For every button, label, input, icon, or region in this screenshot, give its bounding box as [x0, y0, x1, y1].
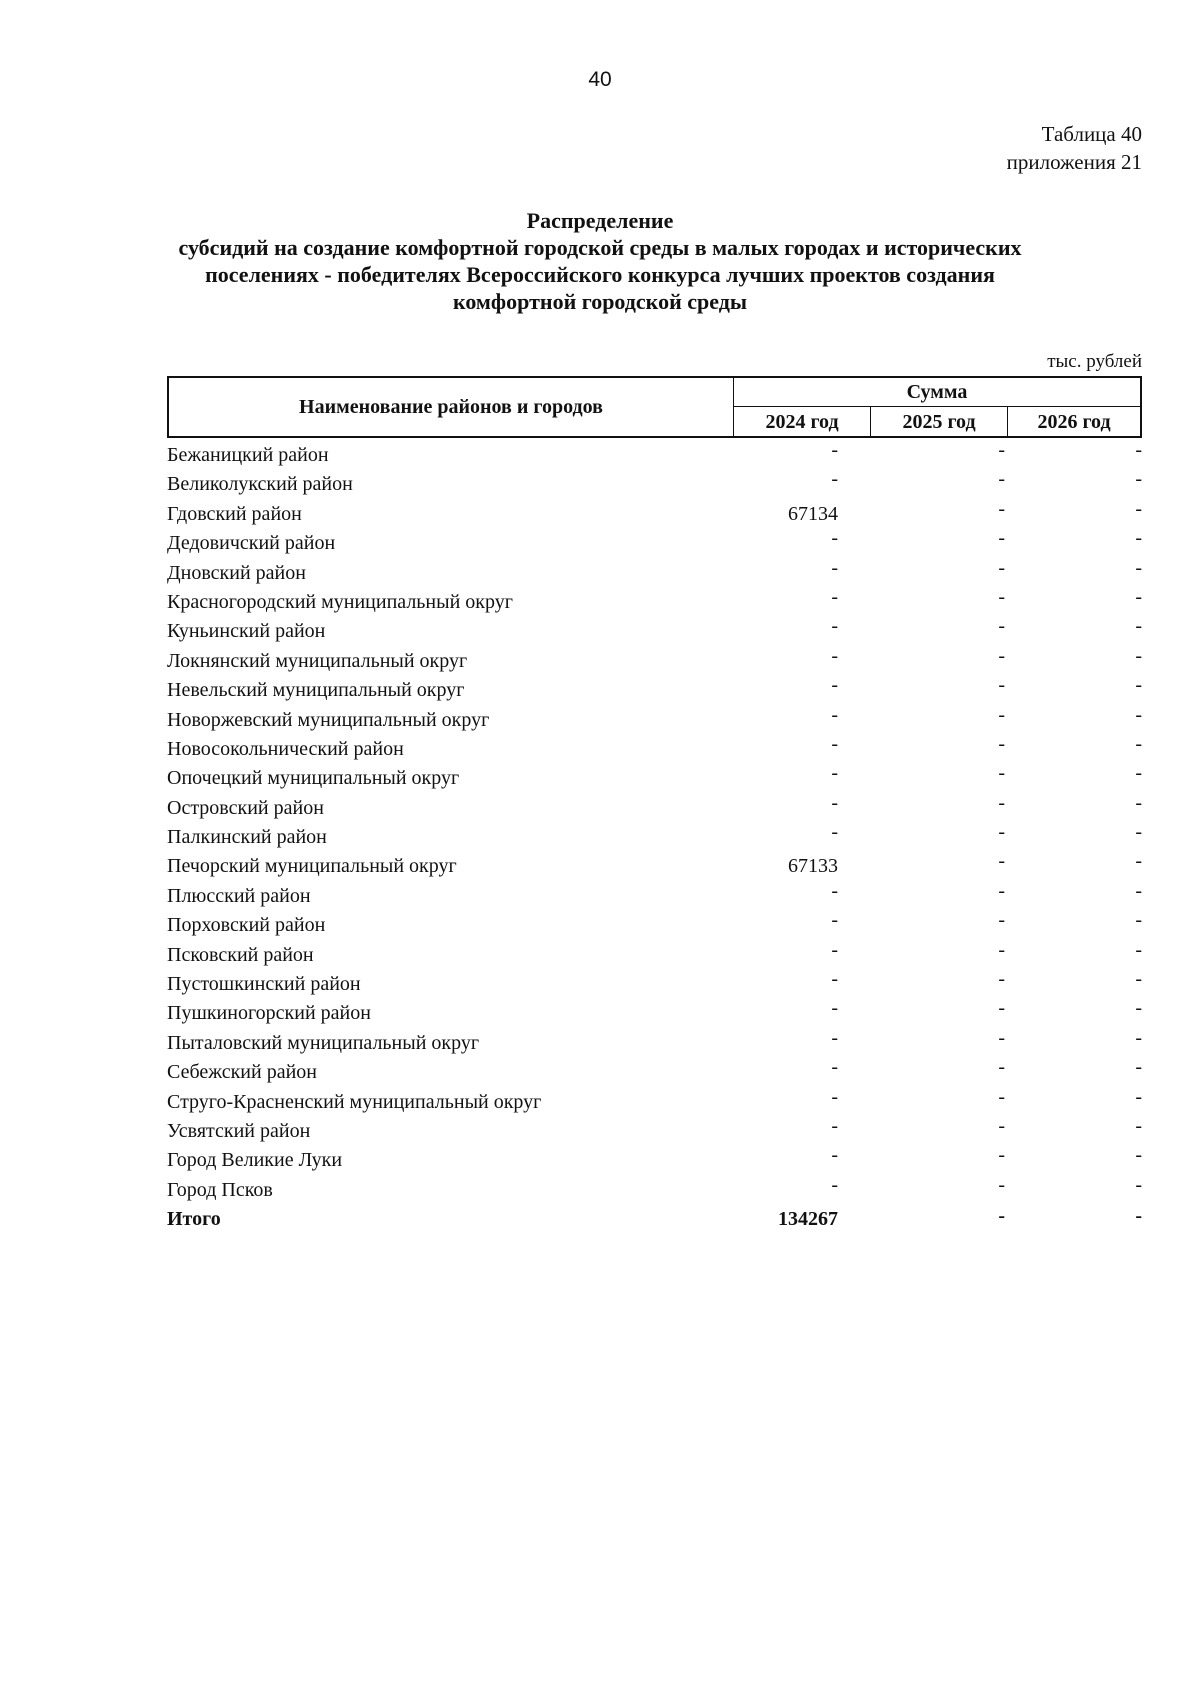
row-name: Невельский муниципальный округ: [167, 679, 465, 702]
table-row: [167, 1028, 1142, 1057]
value-2026: -: [1135, 997, 1142, 1020]
value-2026: -: [1135, 497, 1142, 520]
value-2025: -: [998, 644, 1005, 667]
row-name: Опочецкий муниципальный округ: [167, 767, 460, 790]
value-2026: -: [1135, 468, 1142, 491]
value-2026: -: [1135, 968, 1142, 991]
value-2025: -: [998, 1144, 1005, 1167]
row-name: Пушкиногорский район: [167, 1002, 371, 1025]
table-row: [167, 558, 1142, 587]
value-2025: -: [998, 674, 1005, 697]
value-2024: -: [831, 1085, 838, 1108]
row-name: Город Псков: [167, 1178, 273, 1201]
table-reference: [1007, 120, 1142, 176]
page-number: 40: [588, 68, 612, 91]
table-row: [167, 851, 1142, 880]
row-name: Город Великие Луки: [167, 1149, 343, 1172]
value-2024: 67133: [788, 855, 838, 878]
value-2024: -: [831, 821, 838, 844]
value-2025: -: [998, 527, 1005, 550]
table-row: [167, 940, 1142, 969]
table-row: [167, 910, 1142, 939]
value-2026: -: [1135, 1026, 1142, 1049]
value-2025: -: [998, 879, 1005, 902]
row-name: Пыталовский муниципальный округ: [167, 1031, 480, 1054]
table-row: [167, 1057, 1142, 1086]
value-2025: -: [998, 1114, 1005, 1137]
row-name: Локнянский муниципальный округ: [167, 649, 468, 672]
value-2024: -: [831, 439, 838, 461]
table-row: [167, 881, 1142, 910]
table-row: [167, 822, 1142, 851]
row-name: Плюсский район: [167, 884, 311, 907]
table-row: [167, 646, 1142, 675]
value-2026: -: [1135, 879, 1142, 902]
value-2026: -: [1135, 527, 1142, 550]
table-row: [167, 793, 1142, 822]
table-row: [167, 1116, 1142, 1145]
value-2024: -: [831, 468, 838, 491]
value-2024: -: [831, 938, 838, 961]
document-title: [150, 207, 1050, 315]
row-name: Пустошкинский район: [167, 973, 361, 996]
value-2025: -: [998, 909, 1005, 932]
value-2025: -: [998, 497, 1005, 520]
table-row: [167, 763, 1142, 792]
table-header: [167, 376, 1142, 438]
header-year-2024: 2024 год: [734, 407, 871, 436]
value-2026: -: [1135, 585, 1142, 608]
value-2026: -: [1135, 938, 1142, 961]
header-sum-column: Сумма: [734, 378, 1140, 407]
table-row: [167, 1175, 1142, 1204]
value-2024: -: [831, 585, 838, 608]
value-2024: 134267: [778, 1208, 838, 1231]
value-2025: -: [998, 732, 1005, 755]
value-2025: -: [998, 762, 1005, 785]
value-2026: -: [1135, 1085, 1142, 1108]
value-2025: -: [998, 938, 1005, 961]
value-2026: -: [1135, 791, 1142, 814]
value-2025: -: [998, 556, 1005, 579]
value-2025: -: [998, 1173, 1005, 1196]
table-row: [167, 734, 1142, 763]
table-row-total: [167, 1204, 1142, 1233]
value-2024: 67134: [788, 502, 838, 525]
value-2024: -: [831, 527, 838, 550]
value-2024: -: [831, 615, 838, 638]
value-2024: -: [831, 1026, 838, 1049]
row-name: Струго-Красненский муниципальный округ: [167, 1090, 542, 1113]
row-name: Дедовичский район: [167, 532, 336, 555]
value-2025: -: [998, 468, 1005, 491]
value-2024: -: [831, 879, 838, 902]
value-2024: -: [831, 791, 838, 814]
row-name: Новосокольнический район: [167, 737, 404, 760]
row-name: Великолукский район: [167, 473, 353, 496]
value-2026: -: [1135, 674, 1142, 697]
row-name: Куньинский район: [167, 620, 326, 643]
table-row: [167, 616, 1142, 645]
value-2024: -: [831, 1056, 838, 1079]
row-name: Дновский район: [167, 561, 306, 584]
value-2024: -: [831, 644, 838, 667]
value-2026: -: [1135, 762, 1142, 785]
value-2025: -: [998, 615, 1005, 638]
table-row: [167, 969, 1142, 998]
row-name: Островский район: [167, 796, 324, 819]
value-2026: -: [1135, 821, 1142, 844]
value-2024: -: [831, 762, 838, 785]
row-name: Бежаницкий район: [167, 444, 329, 466]
table-row: [167, 675, 1142, 704]
value-2024: -: [831, 732, 838, 755]
table-reference-appendix: приложения 21: [1006, 150, 1142, 174]
value-2024: -: [831, 1173, 838, 1196]
value-2024: -: [831, 556, 838, 579]
table-row: [167, 998, 1142, 1027]
row-name: Себежский район: [167, 1061, 317, 1084]
value-2026: -: [1135, 615, 1142, 638]
document-title-line-3: поселениях - победителях Всероссийского конкурса лучших проектов создания: [205, 262, 995, 287]
table-row: [167, 528, 1142, 557]
value-2026: -: [1135, 1056, 1142, 1079]
value-2026: -: [1135, 556, 1142, 579]
value-2025: -: [998, 439, 1005, 461]
value-2025: -: [998, 791, 1005, 814]
value-2026: -: [1135, 703, 1142, 726]
value-2026: -: [1135, 1144, 1142, 1167]
row-name: Печорский муниципальный округ: [167, 855, 457, 878]
value-2024: -: [831, 1114, 838, 1137]
value-2025: -: [998, 821, 1005, 844]
row-name: Усвятский район: [167, 1119, 311, 1142]
table-row: [167, 705, 1142, 734]
value-2024: -: [831, 674, 838, 697]
table-row: [167, 499, 1142, 528]
units-label: тыс. рублей: [1047, 351, 1142, 372]
value-2025: -: [998, 1056, 1005, 1079]
value-2026: -: [1135, 850, 1142, 873]
table-row: [167, 1145, 1142, 1174]
value-2026: -: [1135, 732, 1142, 755]
table-body: [167, 440, 1142, 1234]
value-2026: -: [1135, 1205, 1142, 1228]
document-title-line-4: комфортной городской среды: [452, 289, 748, 314]
value-2025: -: [998, 997, 1005, 1020]
row-name: Псковский район: [167, 943, 314, 966]
row-name: Порховский район: [167, 914, 326, 937]
value-2025: -: [998, 1026, 1005, 1049]
value-2026: -: [1135, 909, 1142, 932]
value-2025: -: [998, 703, 1005, 726]
value-2025: -: [998, 1205, 1005, 1228]
row-name: Палкинский район: [167, 826, 327, 849]
value-2025: -: [998, 850, 1005, 873]
document-title-line-2: субсидий на создание комфортной городской среды в малых городах и исторических: [178, 235, 1022, 260]
row-name: Новоржевский муниципальный округ: [167, 708, 490, 731]
value-2024: -: [831, 997, 838, 1020]
table-row: [167, 1087, 1142, 1116]
row-name: Гдовский район: [167, 502, 302, 525]
total-label: Итого: [167, 1208, 221, 1231]
value-2024: -: [831, 968, 838, 991]
value-2025: -: [998, 585, 1005, 608]
table-row: [167, 587, 1142, 616]
value-2025: -: [998, 1085, 1005, 1108]
table-row: [167, 469, 1142, 498]
header-name-column: Наименование районов и городов: [169, 378, 734, 436]
header-year-2026: 2026 год: [1037, 411, 1111, 433]
table-row: [167, 440, 1142, 469]
value-2024: -: [831, 909, 838, 932]
value-2026: -: [1135, 644, 1142, 667]
table-reference-number: Таблица 40: [1041, 122, 1142, 146]
value-2026: -: [1135, 1114, 1142, 1137]
value-2024: -: [831, 703, 838, 726]
value-2024: -: [831, 1144, 838, 1167]
value-2025: -: [998, 968, 1005, 991]
value-2026: -: [1135, 1173, 1142, 1196]
value-2026: -: [1135, 439, 1142, 461]
document-title-line-1: Распределение: [526, 208, 674, 233]
header-year-2025: 2025 год: [871, 407, 1008, 436]
row-name: Красногородский муниципальный округ: [167, 590, 513, 613]
